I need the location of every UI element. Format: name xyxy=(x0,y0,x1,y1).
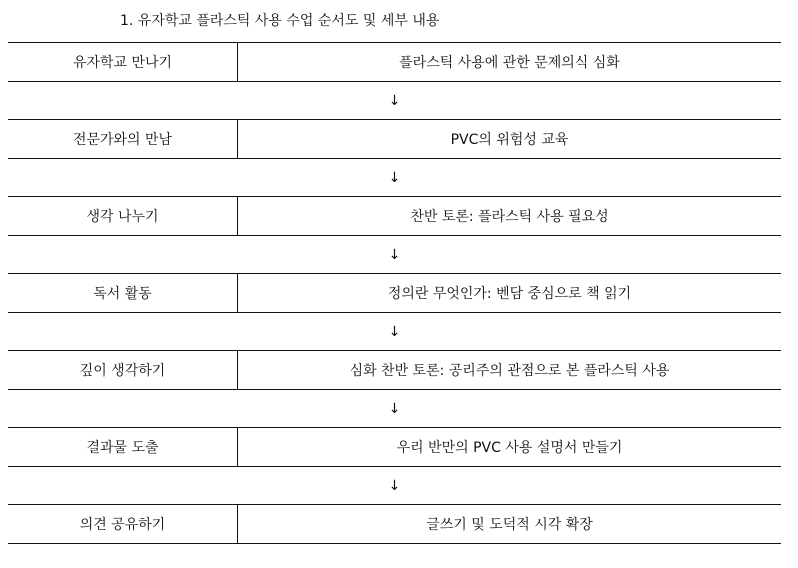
document-title: 1. 유자학교 플라스틱 사용 수업 순서도 및 세부 내용 xyxy=(120,13,440,29)
flow-arrow: ↓ xyxy=(8,159,781,197)
step-row xyxy=(8,43,781,82)
step-stage: 생각 나누기 xyxy=(8,197,238,235)
step-content: 플라스틱 사용에 관한 문제의식 심화 xyxy=(399,55,620,71)
step-stage: 결과물 도출 xyxy=(8,428,238,466)
step-content: 정의란 무엇인가: 벤담 중심으로 책 읽기 xyxy=(387,286,632,302)
step-content: 찬반 토론: 플라스틱 사용 필요성 xyxy=(410,209,609,225)
flow-arrow: ↓ xyxy=(8,467,781,505)
step-stage: 유자학교 만나기 xyxy=(8,43,238,81)
flow-arrow: ↓ xyxy=(8,390,781,428)
flow-arrow: ↓ xyxy=(8,236,781,274)
step-row xyxy=(8,274,781,313)
step-content: 심화 찬반 토론: 공리주의 관점으로 본 플라스틱 사용 xyxy=(349,363,670,379)
step-stage: 독서 활동 xyxy=(8,274,238,312)
step-row xyxy=(8,120,781,159)
step-stage: 전문가와의 만남 xyxy=(8,120,238,158)
step-row xyxy=(8,197,781,236)
step-content: PVC의 위험성 교육 xyxy=(450,132,569,148)
flow-arrow: ↓ xyxy=(8,313,781,351)
step-content: 글쓰기 및 도덕적 시각 확장 xyxy=(426,517,593,533)
step-row xyxy=(8,428,781,467)
flowchart-table xyxy=(8,42,781,544)
step-stage: 의견 공유하기 xyxy=(8,505,238,543)
step-row xyxy=(8,505,781,544)
flow-arrow: ↓ xyxy=(8,82,781,120)
step-stage: 깊이 생각하기 xyxy=(8,351,238,389)
step-row xyxy=(8,351,781,390)
step-content: 우리 반만의 PVC 사용 설명서 만들기 xyxy=(396,440,623,456)
